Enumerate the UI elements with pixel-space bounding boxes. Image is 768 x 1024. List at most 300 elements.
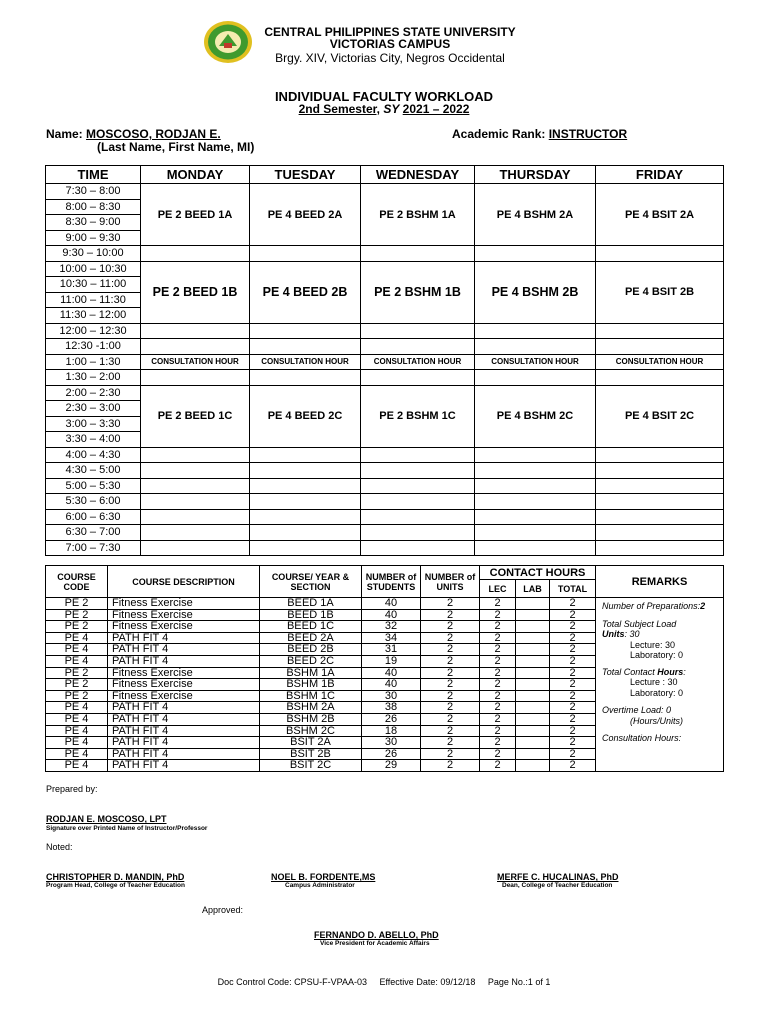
preps-value: 2 xyxy=(700,601,706,611)
empty-cell xyxy=(141,478,250,494)
units: 2 xyxy=(421,667,480,679)
lab-hours xyxy=(516,713,550,725)
consultation-cell: CONSULTATION HOUR xyxy=(475,354,596,370)
lec-hours: 2 xyxy=(480,655,516,667)
lab-hours xyxy=(516,667,550,679)
class-block: PE 2 BEED 1B xyxy=(141,261,250,323)
schedule-row xyxy=(46,540,724,556)
course-description: Fitness Exercise xyxy=(108,609,260,621)
empty-cell xyxy=(250,525,361,541)
course-description: PATH FIT 4 xyxy=(108,644,260,656)
time-slot: 1:00 – 1:30 xyxy=(46,354,141,370)
class-block: PE 4 BSIT 2B xyxy=(596,261,724,323)
campus-address: Brgy. XIV, Victorias City, Negros Occidental xyxy=(275,51,505,65)
course-code: PE 2 xyxy=(46,621,108,633)
student-count: 40 xyxy=(362,598,421,610)
units: 2 xyxy=(421,655,480,667)
units: 2 xyxy=(421,725,480,737)
student-count: 26 xyxy=(362,713,421,725)
time-slot: 4:00 – 4:30 xyxy=(46,447,141,463)
weekly-schedule-table xyxy=(45,165,724,556)
lab-hours xyxy=(516,655,550,667)
course-code: PE 4 xyxy=(46,748,108,760)
empty-cell xyxy=(596,509,724,525)
empty-cell xyxy=(475,463,596,479)
header-total: TOTAL xyxy=(550,580,596,598)
student-count: 32 xyxy=(362,621,421,633)
units: 2 xyxy=(421,679,480,691)
consultation-cell: CONSULTATION HOUR xyxy=(596,354,724,370)
time-slot: 10:30 – 11:00 xyxy=(46,277,141,293)
overtime-load: Overtime Load: 0 xyxy=(602,705,672,715)
section: BSIT 2A xyxy=(260,737,362,749)
section: BSHM 2C xyxy=(260,725,362,737)
empty-cell xyxy=(596,494,724,510)
lec-hours: 2 xyxy=(480,713,516,725)
schedule-row xyxy=(46,447,724,463)
course-header-row xyxy=(46,566,724,580)
class-block: PE 4 BEED 2C xyxy=(250,385,361,447)
course-code: PE 2 xyxy=(46,609,108,621)
empty-cell xyxy=(361,339,475,355)
section: BEED 2B xyxy=(260,644,362,656)
total-hours: 2 xyxy=(550,679,596,691)
vpaa-title: Vice President for Academic Affairs xyxy=(320,940,430,947)
header-time: TIME xyxy=(46,166,141,184)
class-block: PE 4 BSHM 2A xyxy=(475,184,596,246)
lab-hours xyxy=(516,621,550,633)
course-description: PATH FIT 4 xyxy=(108,655,260,667)
course-description: PATH FIT 4 xyxy=(108,737,260,749)
time-slot: 8:00 – 8:30 xyxy=(46,199,141,215)
approved-label: Approved: xyxy=(202,905,244,915)
contact-lab: Laboratory: 0 xyxy=(630,687,684,698)
empty-cell xyxy=(596,323,724,339)
name-label: Name: xyxy=(46,127,83,141)
section: BSIT 2B xyxy=(260,748,362,760)
empty-cell xyxy=(596,525,724,541)
course-description: PATH FIT 4 xyxy=(108,632,260,644)
header-monday: MONDAY xyxy=(141,166,250,184)
sy-label: SY xyxy=(383,102,400,116)
lec-hours: 2 xyxy=(480,760,516,772)
schedule-row xyxy=(46,525,724,541)
preparer-name: RODJAN E. MOSCOSO, LPT xyxy=(46,814,167,824)
campus-name: VICTORIAS CAMPUS xyxy=(329,37,451,51)
lab-hours xyxy=(516,702,550,714)
lab-hours xyxy=(516,632,550,644)
schedule-row xyxy=(46,370,724,386)
lab-hours xyxy=(516,748,550,760)
student-count: 40 xyxy=(362,667,421,679)
empty-cell xyxy=(250,246,361,262)
lec-hours: 2 xyxy=(480,725,516,737)
lab-hours xyxy=(516,679,550,691)
empty-cell xyxy=(141,509,250,525)
contact-label: Total Contact xyxy=(602,666,658,677)
course-code: PE 2 xyxy=(46,667,108,679)
student-count: 31 xyxy=(362,644,421,656)
lec-hours: 2 xyxy=(480,632,516,644)
contact-hours-label: Hours xyxy=(657,666,684,677)
time-slot: 7:00 – 7:30 xyxy=(46,540,141,556)
schedule-row xyxy=(46,385,724,401)
lab-hours xyxy=(516,760,550,772)
schedule-row xyxy=(46,323,724,339)
course-code: PE 4 xyxy=(46,644,108,656)
header-wednesday: WEDNESDAY xyxy=(361,166,475,184)
section: BEED 1C xyxy=(260,621,362,633)
lec-hours: 2 xyxy=(480,598,516,610)
class-block: PE 4 BSHM 2C xyxy=(475,385,596,447)
header-students: NUMBER of STUDENTS xyxy=(362,566,421,598)
course-description: PATH FIT 4 xyxy=(108,748,260,760)
lec-hours: 2 xyxy=(480,667,516,679)
empty-cell xyxy=(250,323,361,339)
empty-cell xyxy=(475,323,596,339)
academic-rank-line xyxy=(452,127,627,141)
lab-hours xyxy=(516,690,550,702)
time-slot: 12:30 -1:00 xyxy=(46,339,141,355)
lab-hours xyxy=(516,644,550,656)
overtime-unit: (Hours/Units) xyxy=(630,715,684,726)
empty-cell xyxy=(250,540,361,556)
total-hours: 2 xyxy=(550,760,596,772)
schedule-row xyxy=(46,339,724,355)
total-hours: 2 xyxy=(550,655,596,667)
student-count: 30 xyxy=(362,737,421,749)
lec-hours: 2 xyxy=(480,702,516,714)
total-hours: 2 xyxy=(550,621,596,633)
time-slot: 5:30 – 6:00 xyxy=(46,494,141,510)
units: 2 xyxy=(421,632,480,644)
header-thursday: THURSDAY xyxy=(475,166,596,184)
empty-cell xyxy=(361,540,475,556)
units: 2 xyxy=(421,760,480,772)
total-hours: 2 xyxy=(550,702,596,714)
empty-cell xyxy=(596,339,724,355)
total-hours: 2 xyxy=(550,737,596,749)
time-slot: 6:00 – 6:30 xyxy=(46,509,141,525)
student-count: 40 xyxy=(362,609,421,621)
empty-cell xyxy=(361,494,475,510)
header-tuesday: TUESDAY xyxy=(250,166,361,184)
consultation-cell: CONSULTATION HOUR xyxy=(250,354,361,370)
empty-cell xyxy=(141,525,250,541)
document-title: INDIVIDUAL FACULTY WORKLOAD xyxy=(274,89,494,104)
empty-cell xyxy=(361,463,475,479)
course-code: PE 2 xyxy=(46,598,108,610)
student-count: 29 xyxy=(362,760,421,772)
course-description: PATH FIT 4 xyxy=(108,725,260,737)
section: BSHM 1A xyxy=(260,667,362,679)
time-slot: 2:00 – 2:30 xyxy=(46,385,141,401)
dean-name: MERFE C. HUCALINAS, PhD xyxy=(497,872,619,882)
units: 2 xyxy=(421,702,480,714)
units: 2 xyxy=(421,621,480,633)
academic-rank: INSTRUCTOR xyxy=(548,127,628,141)
empty-cell xyxy=(475,478,596,494)
course-code: PE 4 xyxy=(46,760,108,772)
header-course-code: COURSE CODE xyxy=(46,566,108,598)
units: 2 xyxy=(421,598,480,610)
header-lab: LAB xyxy=(516,580,550,598)
empty-cell xyxy=(596,463,724,479)
time-slot: 9:00 – 9:30 xyxy=(46,230,141,246)
empty-cell xyxy=(250,339,361,355)
total-hours: 2 xyxy=(550,644,596,656)
lab-hours xyxy=(516,609,550,621)
lec-hours: 2 xyxy=(480,644,516,656)
lec-hours: 2 xyxy=(480,621,516,633)
section: BSHM 1C xyxy=(260,690,362,702)
time-slot: 4:30 – 5:00 xyxy=(46,463,141,479)
total-hours: 2 xyxy=(550,598,596,610)
section: BEED 1A xyxy=(260,598,362,610)
empty-cell xyxy=(596,478,724,494)
units: 2 xyxy=(421,644,480,656)
class-block: PE 2 BSHM 1C xyxy=(361,385,475,447)
university-name: CENTRAL PHILIPPINES STATE UNIVERSITY xyxy=(264,25,516,39)
load-label: Total Subject Load xyxy=(602,618,677,629)
course-load-table xyxy=(45,565,724,772)
course-description: Fitness Exercise xyxy=(108,667,260,679)
course-code: PE 4 xyxy=(46,713,108,725)
lab-hours xyxy=(516,725,550,737)
empty-cell xyxy=(141,447,250,463)
name-format-hint: (Last Name, First Name, MI) xyxy=(97,140,255,154)
consultation-cell: CONSULTATION HOUR xyxy=(141,354,250,370)
empty-cell xyxy=(475,494,596,510)
header-units: NUMBER of UNITS xyxy=(421,566,480,598)
time-slot: 9:30 – 10:00 xyxy=(46,246,141,262)
empty-cell xyxy=(596,540,724,556)
empty-cell xyxy=(475,509,596,525)
campus-admin-name: NOEL B. FORDENTE,MS xyxy=(271,872,376,882)
empty-cell xyxy=(361,509,475,525)
class-block: PE 2 BEED 1A xyxy=(141,184,250,246)
section: BEED 2C xyxy=(260,655,362,667)
empty-cell xyxy=(596,447,724,463)
lec-hours: 2 xyxy=(480,690,516,702)
section: BSHM 2A xyxy=(260,702,362,714)
course-description: PATH FIT 4 xyxy=(108,713,260,725)
consultation-cell: CONSULTATION HOUR xyxy=(361,354,475,370)
student-count: 40 xyxy=(362,679,421,691)
time-slot: 12:00 – 12:30 xyxy=(46,323,141,339)
section: BEED 2A xyxy=(260,632,362,644)
empty-cell xyxy=(475,525,596,541)
course-code: PE 4 xyxy=(46,702,108,714)
class-block: PE 2 BSHM 1B xyxy=(361,261,475,323)
section: BSIT 2C xyxy=(260,760,362,772)
prepared-label: Prepared by: xyxy=(46,784,98,794)
student-count: 34 xyxy=(362,632,421,644)
schedule-row xyxy=(46,494,724,510)
empty-cell xyxy=(361,525,475,541)
class-block: PE 2 BEED 1C xyxy=(141,385,250,447)
course-code: PE 4 xyxy=(46,632,108,644)
header-contact-hours: CONTACT HOURS xyxy=(480,566,596,580)
empty-cell xyxy=(141,339,250,355)
course-description: PATH FIT 4 xyxy=(108,702,260,714)
time-slot: 3:00 – 3:30 xyxy=(46,416,141,432)
units: 2 xyxy=(421,737,480,749)
student-count: 26 xyxy=(362,748,421,760)
empty-cell xyxy=(250,494,361,510)
empty-cell xyxy=(596,370,724,386)
header-course-description: COURSE DESCRIPTION xyxy=(108,566,260,598)
schedule-row xyxy=(46,509,724,525)
empty-cell xyxy=(141,323,250,339)
empty-cell xyxy=(141,370,250,386)
lab-units: Laboratory: 0 xyxy=(630,650,684,660)
schedule-row xyxy=(46,184,724,200)
course-description: Fitness Exercise xyxy=(108,679,260,691)
course-description: Fitness Exercise xyxy=(108,690,260,702)
units-value: : 30 xyxy=(624,629,640,639)
empty-cell xyxy=(250,370,361,386)
course-description: PATH FIT 4 xyxy=(108,760,260,772)
header-remarks: REMARKS xyxy=(596,566,724,598)
empty-cell xyxy=(361,323,475,339)
course-description: Fitness Exercise xyxy=(108,598,260,610)
total-hours: 2 xyxy=(550,632,596,644)
empty-cell xyxy=(475,246,596,262)
noted-label: Noted: xyxy=(46,842,73,852)
section: BEED 1B xyxy=(260,609,362,621)
empty-cell xyxy=(596,246,724,262)
empty-cell xyxy=(250,463,361,479)
class-block: PE 4 BEED 2B xyxy=(250,261,361,323)
schedule-header-row xyxy=(46,166,724,184)
units: 2 xyxy=(421,690,480,702)
lab-hours xyxy=(516,737,550,749)
schedule-row xyxy=(46,463,724,479)
lec-hours: 2 xyxy=(480,609,516,621)
header-section: COURSE/ YEAR & SECTION xyxy=(260,566,362,598)
header-lec: LEC xyxy=(480,580,516,598)
empty-cell xyxy=(141,463,250,479)
preparer-title: Signature over Printed Name of Instructor/Professor xyxy=(46,825,208,832)
faculty-name-line xyxy=(46,127,221,141)
units: 2 xyxy=(421,748,480,760)
schedule-row xyxy=(46,478,724,494)
total-hours: 2 xyxy=(550,667,596,679)
empty-cell xyxy=(250,509,361,525)
empty-cell xyxy=(361,246,475,262)
schedule-row xyxy=(46,261,724,277)
empty-cell xyxy=(475,540,596,556)
empty-cell xyxy=(141,246,250,262)
empty-cell xyxy=(250,447,361,463)
course-rows xyxy=(46,598,724,772)
empty-cell xyxy=(361,478,475,494)
header-friday: FRIDAY xyxy=(596,166,724,184)
course-code: PE 4 xyxy=(46,737,108,749)
time-slot: 5:00 – 5:30 xyxy=(46,478,141,494)
empty-cell xyxy=(141,540,250,556)
lecture-units: Lecture: 30 xyxy=(630,639,676,650)
section: BSHM 2B xyxy=(260,713,362,725)
student-count: 38 xyxy=(362,702,421,714)
course-code: PE 2 xyxy=(46,690,108,702)
student-count: 30 xyxy=(362,690,421,702)
time-slot: 11:00 – 11:30 xyxy=(46,292,141,308)
time-slot: 6:30 – 7:00 xyxy=(46,525,141,541)
program-head-title: Program Head, College of Teacher Education xyxy=(46,882,185,889)
class-block: PE 4 BSIT 2A xyxy=(596,184,724,246)
schedule-row xyxy=(46,354,724,370)
units-label: Units xyxy=(602,629,625,639)
total-hours: 2 xyxy=(550,609,596,621)
rank-label: Academic Rank: xyxy=(452,127,546,141)
section: BSHM 1B xyxy=(260,679,362,691)
semester-label: 2nd Semester, xyxy=(298,102,380,116)
time-slot: 10:00 – 10:30 xyxy=(46,261,141,277)
lec-hours: 2 xyxy=(480,748,516,760)
remarks-cell: Number of Preparations:2 Total Subject Load Units: 30 Lecture: 30 Laboratory: 0 Total Contact Hours: Lecture : 30 Laboratory: 0 Overtime Load: 0 (Hours/Units) Consultation Hours: xyxy=(596,598,724,772)
vpaa-name: FERNANDO D. ABELLO, PhD xyxy=(314,930,439,940)
sy-value: 2021 – 2022 xyxy=(402,102,470,116)
empty-cell xyxy=(475,339,596,355)
time-slot: 11:30 – 12:00 xyxy=(46,308,141,324)
time-slot: 2:30 – 3:00 xyxy=(46,401,141,417)
preps-label: Number of Preparations: xyxy=(602,601,701,611)
units: 2 xyxy=(421,713,480,725)
total-hours: 2 xyxy=(550,725,596,737)
time-slot: 1:30 – 2:00 xyxy=(46,370,141,386)
total-hours: 2 xyxy=(550,713,596,725)
schedule-row xyxy=(46,246,724,262)
dean-title: Dean, College of Teacher Education xyxy=(502,882,613,889)
time-slot: 3:30 – 4:00 xyxy=(46,432,141,448)
consultation-hours: Consultation Hours: xyxy=(602,733,682,743)
student-count: 18 xyxy=(362,725,421,737)
lec-hours: 2 xyxy=(480,737,516,749)
program-head-name: CHRISTOPHER D. MANDIN, PhD xyxy=(46,872,185,882)
time-slot: 7:30 – 8:00 xyxy=(46,184,141,200)
total-hours: 2 xyxy=(550,748,596,760)
campus-admin-title: Campus Administrator xyxy=(285,882,355,889)
class-block: PE 4 BSIT 2C xyxy=(596,385,724,447)
empty-cell xyxy=(361,447,475,463)
class-block: PE 4 BSHM 2B xyxy=(475,261,596,323)
units: 2 xyxy=(421,609,480,621)
empty-cell xyxy=(475,447,596,463)
course-code: PE 4 xyxy=(46,655,108,667)
empty-cell xyxy=(250,478,361,494)
empty-cell xyxy=(475,370,596,386)
lec-hours: 2 xyxy=(480,679,516,691)
document-footer: Doc Control Code: CPSU-F-VPAA-03 Effective Date: 09/12/18 Page No.:1 of 1 xyxy=(217,977,551,987)
total-hours: 2 xyxy=(550,690,596,702)
contact-lecture: Lecture : 30 xyxy=(630,677,678,687)
faculty-name: MOSCOSO, RODJAN E. xyxy=(86,127,221,141)
empty-cell xyxy=(141,494,250,510)
lab-hours xyxy=(516,598,550,610)
course-description: Fitness Exercise xyxy=(108,621,260,633)
course-code: PE 2 xyxy=(46,679,108,691)
empty-cell xyxy=(361,370,475,386)
class-block: PE 4 BEED 2A xyxy=(250,184,361,246)
student-count: 19 xyxy=(362,655,421,667)
table-row xyxy=(46,598,724,610)
class-block: PE 2 BSHM 1A xyxy=(361,184,475,246)
semester-line xyxy=(0,102,768,116)
course-code: PE 4 xyxy=(46,725,108,737)
time-slot: 8:30 – 9:00 xyxy=(46,215,141,231)
